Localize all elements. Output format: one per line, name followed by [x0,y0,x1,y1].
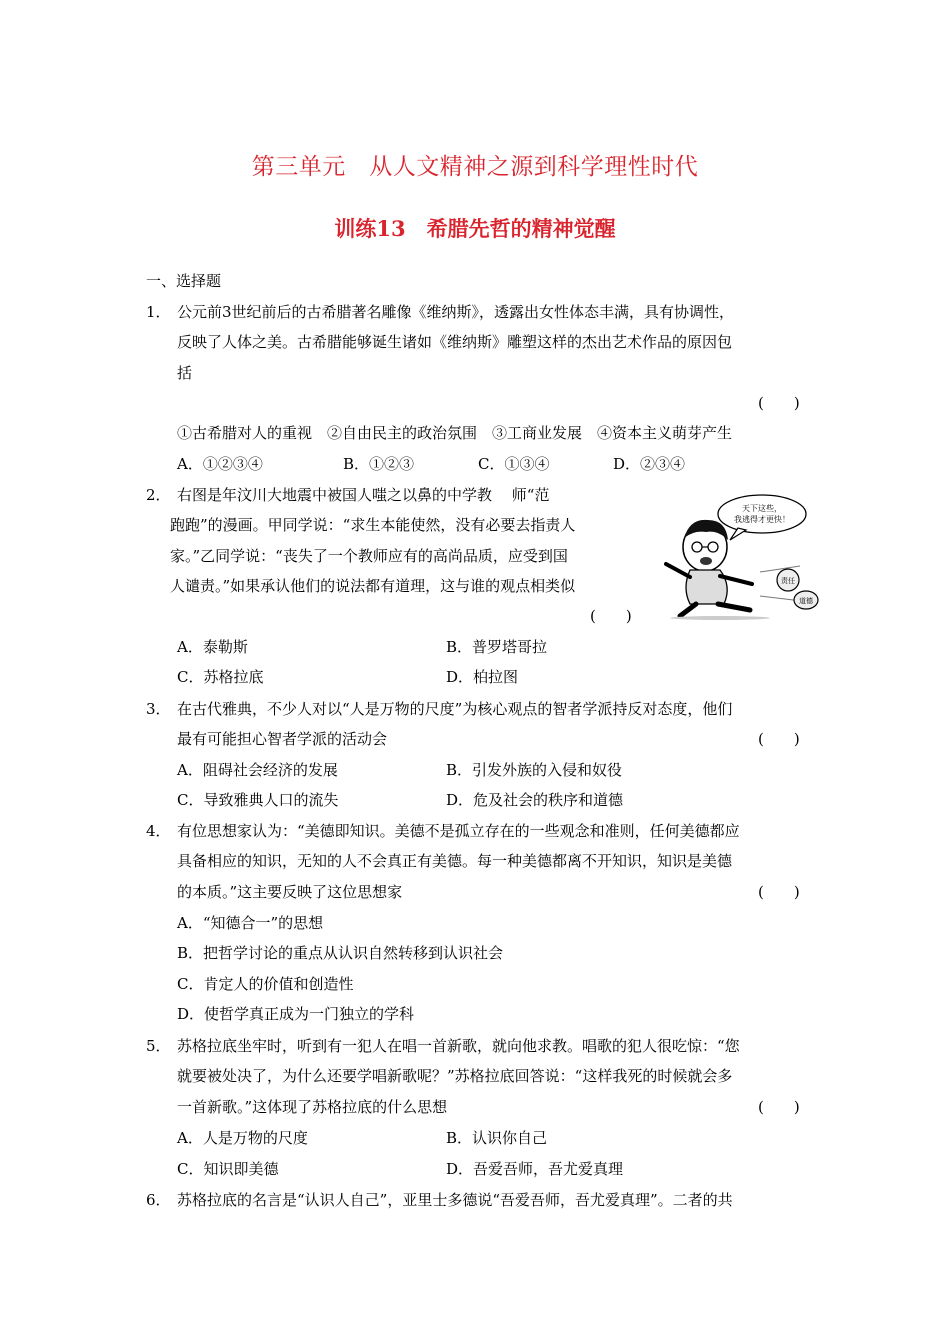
option-b: B．①②③ [343,455,415,473]
option-a: A．人是万物的尺度 [177,1129,308,1147]
option-a: A．①②③④ [177,455,263,473]
option-c: C．导致雅典人口的流失 [177,791,339,809]
question-text: 具备相应的知识，无知的人不会真正有美德。每一种美德都离不开知识，知识是美德 [177,852,733,870]
option-d: D．柏拉图 [446,668,519,686]
lesson-title: 训练13 希腊先哲的精神觉醒 [334,216,616,241]
option-d: D．吾爱吾师，吾尤爱真理 [446,1160,624,1178]
dropped-item-label: 道德 [799,597,813,605]
question-text: 苏格拉底坐牢时，听到有一犯人在唱一首新歌，就向他求教。唱歌的犯人很吃惊：“您 [177,1037,740,1055]
question-text: 跑跑”的漫画。甲同学说：“求生本能使然，没有必要去指责人 [170,516,576,534]
option-b: B．把哲学讨论的重点从认识自然转移到认识社会 [177,944,504,962]
option-d: D．危及社会的秩序和道德 [446,791,624,809]
question-text: 家。”乙同学说：“丧失了一个教师应有的高尚品质，应受到国 [170,547,568,565]
question-text: 公元前3世纪前后的古希腊著名雕像《维纳斯》，透露出女性体态丰满，具有协调性， [177,303,735,321]
answer-bracket: ( ) [758,394,800,412]
question-text: 人谴责。”如果承认他们的说法都有道理，这与谁的观点相类似 [170,577,576,595]
option-c: C．苏格拉底 [177,668,264,686]
option-a: A．阻碍社会经济的发展 [177,761,338,779]
question-number: 3． [146,700,171,718]
option-a: A．泰勒斯 [177,638,248,656]
option-d: D．使哲学真正成为一门独立的学科 [177,1005,415,1023]
question-text: 最有可能担心智者学派的活动会 [177,730,388,748]
cartoon-illustration [660,492,825,620]
question-number: 2． [146,486,171,504]
option-c: C．知识即美德 [177,1160,279,1178]
option-c: C．肯定人的价值和创造性 [177,975,354,993]
question-text: 就要被处决了，为什么还要学唱新歌呢？”苏格拉底回答说：“这样我死的时候就会多 [177,1067,733,1085]
option-b: B．引发外族的入侵和奴役 [446,761,623,779]
answer-bracket: ( ) [758,883,800,901]
question-number: 1． [146,303,171,321]
option-c: C．①③④ [478,455,550,473]
question-text: 在古代雅典，不少人对以“人是万物的尺度”为核心观点的智者学派持反对态度，他们 [177,700,733,718]
statement-list: ①古希腊对人的重视 ②自由民主的政治氛围 ③工商业发展 ④资本主义萌芽产生 [177,424,733,442]
answer-bracket: ( ) [590,607,632,625]
question-text: 苏格拉底的名言是“认识人自己”，亚里士多德说“吾爱吾师，吾尤爱真理”。二者的共 [177,1191,733,1209]
question-text: 有位思想家认为：“美德即知识。美德不是孤立存在的一些观念和准则，任何美德都应 [177,822,740,840]
option-d: D．②③④ [613,455,686,473]
option-a: A．“知德合一”的思想 [177,914,324,932]
question-text: 的本质。”这主要反映了这位思想家 [177,883,403,901]
option-b: B．认识你自己 [446,1129,548,1147]
question-number: 4． [146,822,171,840]
option-b: B．普罗塔哥拉 [446,638,548,656]
answer-bracket: ( ) [758,1098,800,1116]
question-text: 右图是年汶川大地震中被国人嗤之以鼻的中学教 师“范 [177,486,550,504]
question-number: 6． [146,1191,171,1209]
answer-bracket: ( ) [758,730,800,748]
unit-title: 第三单元 从人文精神之源到科学理性时代 [251,154,699,180]
question-number: 5． [146,1037,171,1055]
dropped-item-label: 责任 [781,577,795,585]
question-text: 括 [177,364,193,382]
question-text: 一首新歌。”这体现了苏格拉底的什么思想 [177,1098,448,1116]
speech-bubble [718,495,806,533]
speech-bubble-line: 我逃得才更快！ [734,515,790,524]
question-text: 反映了人体之美。古希腊能够诞生诸如《维纳斯》雕塑这样的杰出艺术作品的原因包 [177,333,733,351]
speech-bubble-line: 天下这些， [742,504,782,513]
section-label: 一、选择题 [146,272,222,290]
